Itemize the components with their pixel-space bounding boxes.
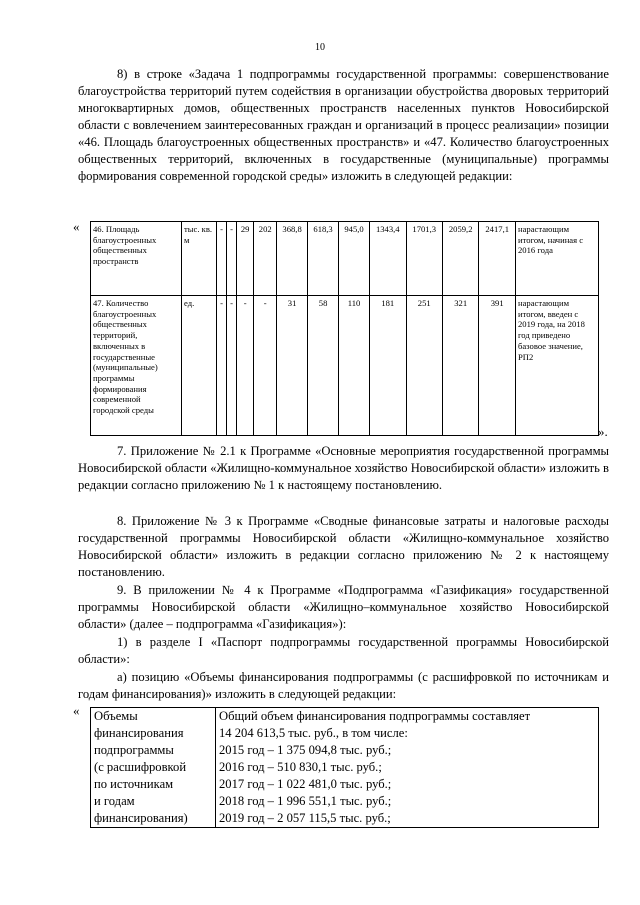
financing-table bbox=[90, 707, 599, 828]
quote-open-1: « bbox=[73, 219, 80, 234]
indicator-value: 58 bbox=[308, 296, 339, 436]
indicator-note: нарастающим итогом, начиная с 2016 года bbox=[516, 222, 599, 296]
financing-value-line: 2017 год – 1 022 481,0 тыс. руб.; bbox=[219, 777, 392, 791]
financing-value-line: 2018 год – 1 996 551,1 тыс. руб.; bbox=[219, 794, 392, 808]
indicator-unit: тыс. кв. м bbox=[182, 222, 217, 296]
financing-label-line: финансирования) bbox=[94, 811, 188, 825]
indicator-value: 202 bbox=[254, 222, 277, 296]
quote-close-1: ». bbox=[598, 424, 608, 439]
paragraph-9-1-a: а) позицию «Объемы финансирования подпрограммы (с расшифровкой по источникам и годам финансирования)» изложить в следующей редакции: bbox=[78, 670, 609, 701]
paragraph-9-1: 1) в разделе I «Паспорт подпрограммы государственной программы Новосибирской области»: bbox=[78, 635, 609, 666]
financing-value-line: 2015 год – 1 375 094,8 тыс. руб.; bbox=[219, 743, 392, 757]
paragraph-8-row-task: 8) в строке «Задача 1 подпрограммы государственной программы: совершенствование благоустройства территорий путем содействия в организации обустройства дворовых территорий многоквартирных домов, общественных пространств населенных пунктов Новосибирской области с вовлечением заинтересованных граждан и организаций в процесс реализации» позиции «46. Площадь благоустроенных общественных пространств» и «47. Количество благоустроенных общественных территорий, включенных в государственные (муниципальные) программы формирования современной городской среды» изложить в следующей редакции: bbox=[78, 67, 609, 183]
indicator-value: 251 bbox=[406, 296, 442, 436]
indicator-value: 29 bbox=[237, 222, 254, 296]
financing-label-line: и годам bbox=[94, 794, 135, 808]
indicator-value: - bbox=[227, 296, 237, 436]
indicator-value: - bbox=[237, 296, 254, 436]
indicator-value: 181 bbox=[370, 296, 406, 436]
indicator-value: 2059,2 bbox=[442, 222, 478, 296]
paragraph-8-appendix: 8. Приложение № 3 к Программе «Сводные финансовые затраты и налоговые расходы государственной программы Новосибирской области «Жилищно-коммунальное хозяйство Новосибирской области» изложить в редакции согласно приложению № 2 к настоящему постановлению. bbox=[78, 514, 609, 579]
indicator-value: 368,8 bbox=[277, 222, 308, 296]
table-row bbox=[91, 296, 599, 436]
indicator-unit: ед. bbox=[182, 296, 217, 436]
indicator-value: 1701,3 bbox=[406, 222, 442, 296]
financing-label-line: (с расшифровкой bbox=[94, 760, 187, 774]
indicator-value: 31 bbox=[277, 296, 308, 436]
indicator-value: 1343,4 bbox=[370, 222, 406, 296]
indicator-note: нарастающим итогом, введен с 2019 года, на 2018 год приведено базовое значение, РП2 bbox=[516, 296, 599, 436]
indicator-value: 110 bbox=[339, 296, 370, 436]
indicator-value: - bbox=[217, 222, 227, 296]
financing-label bbox=[91, 708, 216, 828]
indicator-value: - bbox=[217, 296, 227, 436]
indicator-value: 945,0 bbox=[339, 222, 370, 296]
quote-open-2: « bbox=[73, 703, 80, 718]
indicator-value: 618,3 bbox=[308, 222, 339, 296]
indicator-value: - bbox=[227, 222, 237, 296]
financing-value-line: 2019 год – 2 057 115,5 тыс. руб.; bbox=[219, 811, 391, 825]
indicator-value: 321 bbox=[442, 296, 478, 436]
indicators-table bbox=[90, 221, 599, 436]
financing-label-line: по источникам bbox=[94, 777, 174, 791]
page-number: 10 bbox=[315, 42, 325, 53]
paragraph-9: 9. В приложении № 4 к Программе «Подпрограмма «Газификация» государственной программы Новосибирской области «Жилищно–коммунальное хозяйство Новосибирской области» (далее – подпрограмма «Газификация»): bbox=[78, 583, 609, 631]
indicator-value: - bbox=[254, 296, 277, 436]
financing-value-line: Общий объем финансирования подпрограммы составляет bbox=[219, 709, 531, 723]
indicator-name: 47. Количество благоустроенных общественных территорий, включенных в государственные (муниципальные) программы формирования современной городской среды bbox=[91, 296, 182, 436]
financing-value bbox=[216, 708, 599, 828]
paragraph-7: 7. Приложение № 2.1 к Программе «Основные мероприятия государственной программы Новосибирской области «Жилищно-коммунальное хозяйство Новосибирской области» изложить в редакции согласно приложению № 1 к настоящему постановлению. bbox=[78, 444, 609, 492]
financing-label-line: финансирования bbox=[94, 726, 184, 740]
indicator-value: 2417,1 bbox=[479, 222, 516, 296]
financing-value-line: 2016 год – 510 830,1 тыс. руб.; bbox=[219, 760, 382, 774]
indicator-name: 46. Площадь благоустроенных общественных пространств bbox=[91, 222, 182, 296]
indicator-value: 391 bbox=[479, 296, 516, 436]
financing-value-line: 14 204 613,5 тыс. руб., в том числе: bbox=[219, 726, 408, 740]
table-row bbox=[91, 222, 599, 296]
table-row bbox=[91, 708, 599, 828]
financing-label-line: Объемы bbox=[94, 709, 138, 723]
financing-label-line: подпрограммы bbox=[94, 743, 174, 757]
